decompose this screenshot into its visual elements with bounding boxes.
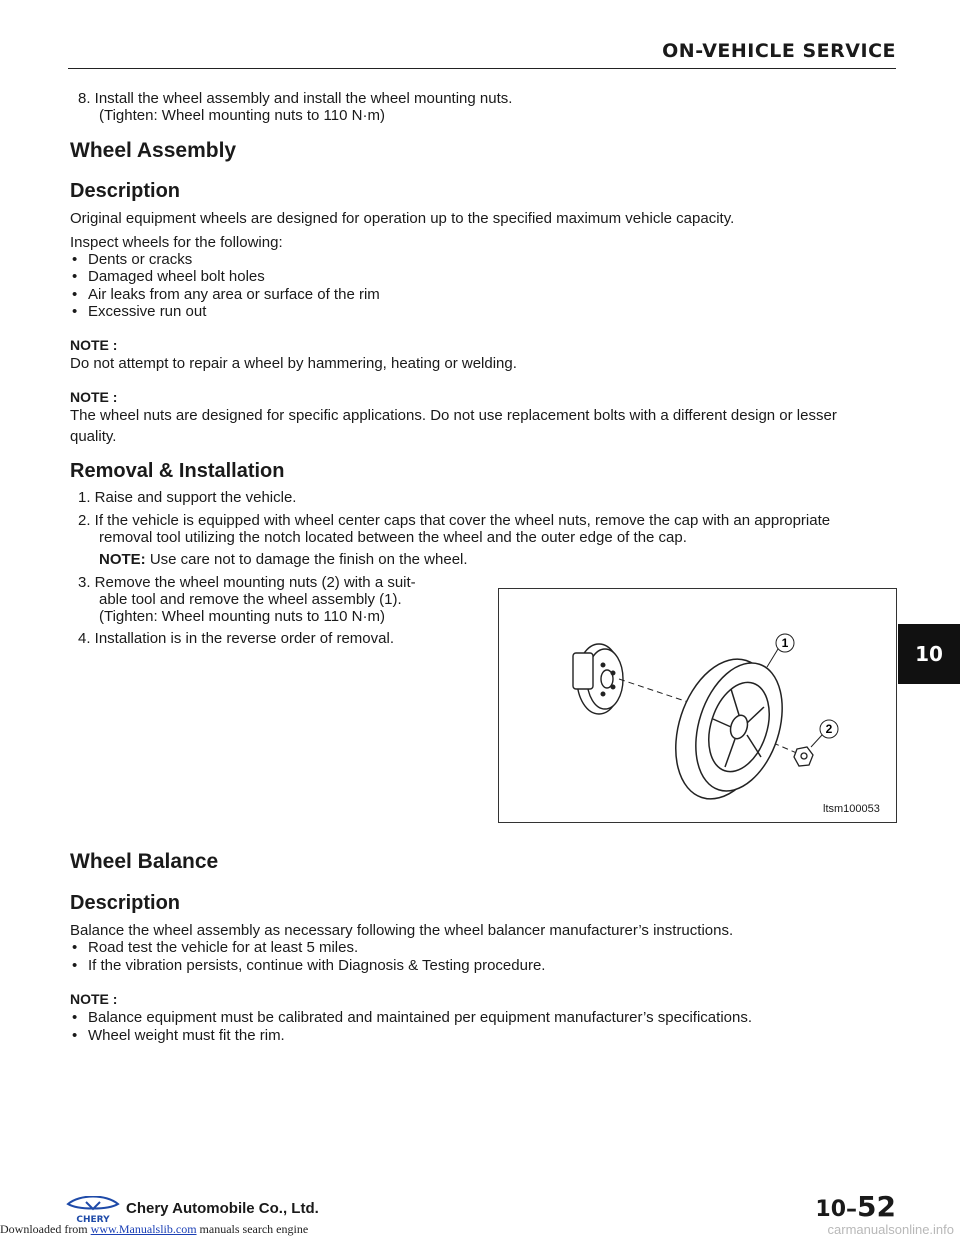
- removal-step-3-torque: (Tighten: Wheel mounting nuts to 110 N·m): [99, 608, 385, 625]
- removal-step-3-cont: able tool and remove the wheel assembly (1).: [99, 591, 402, 608]
- bullet-icon: •: [72, 1027, 78, 1044]
- wheel-tire-icon: [659, 647, 797, 812]
- removal-step-2-note: NOTE: Use care not to damage the finish on the wheel.: [99, 551, 468, 568]
- description-paragraph: Original equipment wheels are designed for operation up to the specified maximum vehicle capacity.: [70, 210, 735, 227]
- bullet-icon: •: [72, 286, 78, 303]
- note-text: Do not attempt to repair a wheel by hammering, heating or welding.: [70, 355, 517, 372]
- removal-step-4: 4. Installation is in the reverse order of removal.: [78, 630, 394, 647]
- brake-disc-icon: [573, 644, 623, 714]
- figure-code: ltsm100053: [823, 803, 880, 815]
- chery-logo-icon: [64, 1196, 122, 1224]
- balance-bullet: • If the vibration persists, continue with Diagnosis & Testing procedure.: [72, 957, 546, 974]
- balance-bullet: • Road test the vehicle for at least 5 miles.: [72, 939, 359, 956]
- note-bullet: • Wheel weight must fit the rim.: [72, 1027, 285, 1044]
- logo-wordmark: CHERY: [76, 1215, 110, 1224]
- section-tab: 10: [898, 624, 960, 684]
- bullet-icon: •: [72, 268, 78, 285]
- removal-step-2-cont: removal tool utilizing the notch located between the wheel and the outer edge of the cap.: [99, 529, 687, 546]
- heading-wheel-balance: Wheel Balance: [70, 850, 219, 873]
- bullet-icon: •: [72, 1009, 78, 1026]
- heading-description: Description: [70, 892, 181, 914]
- lug-nut-icon: [794, 747, 813, 766]
- section-header-title: ON-VEHICLE SERVICE: [662, 40, 896, 62]
- wheel-illustration: [499, 589, 896, 822]
- inspect-bullet: • Dents or cracks: [72, 251, 193, 268]
- removal-step-2: 2. If the vehicle is equipped with wheel center caps that cover the wheel nuts, remove the cap with an appropriate: [78, 512, 831, 529]
- note-text: The wheel nuts are designed for specific applications. Do not use replacement bolts with a different design or lesser: [70, 407, 837, 424]
- balance-paragraph: Balance the wheel assembly as necessary following the wheel balancer manufacturer’s instructions.: [70, 922, 734, 939]
- company-name: Chery Automobile Co., Ltd.: [126, 1200, 319, 1217]
- note-label-inline: NOTE:: [99, 551, 146, 568]
- watermark-text: carmanualsonline.info: [827, 1222, 954, 1237]
- step-8-text: 8. Install the wheel assembly and install the wheel mounting nuts.: [78, 90, 513, 107]
- bullet-icon: •: [72, 939, 78, 956]
- download-source-line: Downloaded from www.Manualslib.com manuals search engine: [0, 1222, 309, 1236]
- header-rule: [68, 68, 896, 69]
- bullet-icon: •: [72, 251, 78, 268]
- page-number: 10–52: [815, 1190, 896, 1223]
- bullet-icon: •: [72, 303, 78, 320]
- step-8-torque: (Tighten: Wheel mounting nuts to 110 N·m): [99, 107, 385, 124]
- removal-step-3: 3. Remove the wheel mounting nuts (2) with a suit-: [78, 574, 416, 591]
- note-label: NOTE :: [70, 337, 118, 353]
- inspect-intro: Inspect wheels for the following:: [70, 234, 283, 251]
- bullet-icon: •: [72, 957, 78, 974]
- callout-2-label: 2: [825, 722, 833, 736]
- note-bullet: • Balance equipment must be calibrated and maintained per equipment manufacturer’s specifications.: [72, 1009, 752, 1026]
- inspect-bullet: • Damaged wheel bolt holes: [72, 268, 265, 285]
- inspect-bullet: • Air leaks from any area or surface of the rim: [72, 286, 380, 303]
- note-label: NOTE :: [70, 991, 118, 1007]
- heading-wheel-assembly: Wheel Assembly: [70, 139, 237, 162]
- inspect-bullet: • Excessive run out: [72, 303, 207, 320]
- heading-removal-installation: Removal & Installation: [70, 460, 285, 482]
- wheel-assembly-figure: [498, 588, 897, 823]
- heading-description: Description: [70, 180, 181, 202]
- manualslib-link[interactable]: www.Manualslib.com: [90, 1222, 197, 1236]
- note-text-cont: quality.: [70, 428, 117, 445]
- callout-1-label: 1: [781, 636, 789, 650]
- note-label: NOTE :: [70, 389, 118, 405]
- chery-logo: [64, 1196, 122, 1224]
- removal-step-1: 1. Raise and support the vehicle.: [78, 489, 297, 506]
